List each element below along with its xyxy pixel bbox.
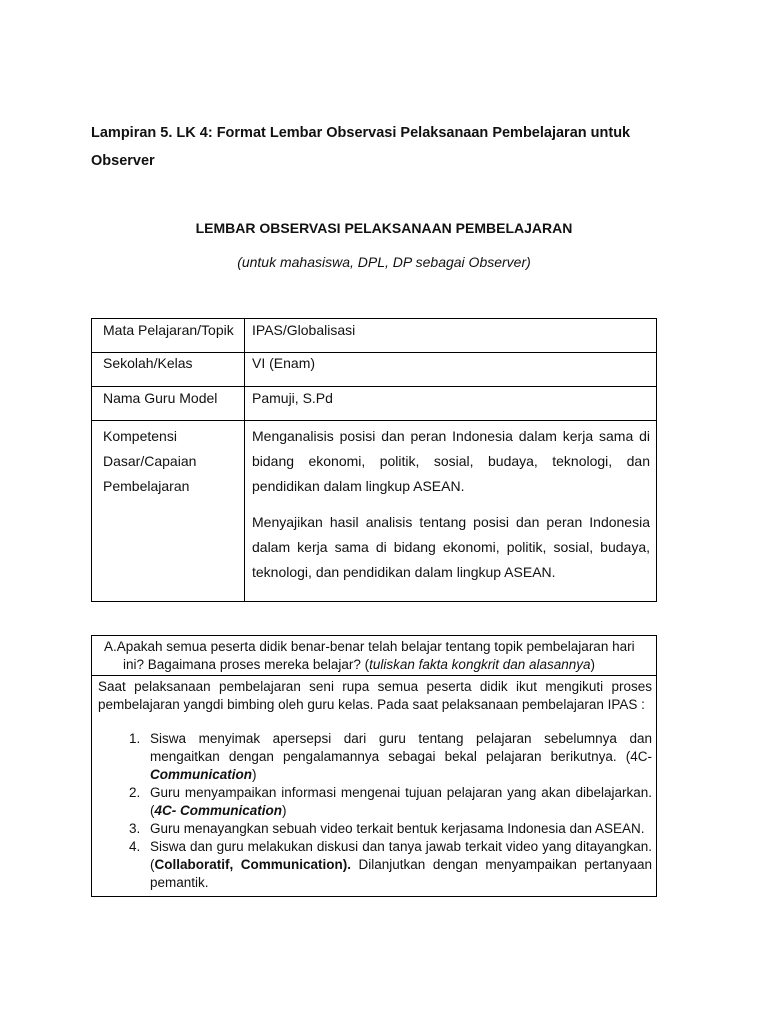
question-line-1: A.Apakah semua peserta didik benar-benar telah belajar tentang topik pembelajaran hari bbox=[104, 639, 635, 654]
heading-line-2: Observer bbox=[91, 153, 155, 169]
kompetensi-label bbox=[92, 421, 245, 602]
table-row-mapel bbox=[92, 319, 657, 353]
observation-answer bbox=[92, 676, 656, 892]
kompetensi-value bbox=[245, 421, 657, 602]
table-row-kompetensi bbox=[92, 421, 657, 602]
step-2-bold: 4C- Communication bbox=[154, 803, 283, 818]
step-1-bold: Communication bbox=[150, 767, 253, 782]
kompetensi-label-line-3: Pembelajaran bbox=[103, 478, 190, 494]
kompetensi-label-line-1: Kompetensi bbox=[103, 428, 177, 444]
document-heading bbox=[91, 119, 691, 175]
kompetensi-paragraph-2: Menyajikan hasil analisis tentang posisi dan peran Indonesia dalam kerja sama di bidang ekonomi, politik, sosial, budaya, teknologi, dan pendidikan dalam lingkup ASEAN. bbox=[252, 514, 650, 580]
step-item-1 bbox=[144, 730, 652, 784]
info-table bbox=[91, 318, 657, 602]
observation-box bbox=[91, 635, 657, 897]
question-line-2-prefix: ini? Bagaimana proses mereka belajar? ( bbox=[123, 657, 370, 672]
mapel-value: IPAS/Globalisasi bbox=[245, 319, 657, 353]
table-row-guru bbox=[92, 387, 657, 421]
document-subtitle: (untuk mahasiswa, DPL, DP sebagai Observer) bbox=[237, 254, 531, 270]
guru-label: Nama Guru Model bbox=[92, 387, 245, 421]
step-2-text: Guru menyampaikan informasi mengenai tujuan pelajaran yang akan dibelajarkan. ( bbox=[150, 785, 652, 818]
observation-intro: Saat pelaksanaan pembelajaran seni rupa semua peserta didik ikut mengikuti proses pembelajaran yangdi bimbing oleh guru kelas. Pada saat pelaksanaan pembelajaran IPAS : bbox=[98, 679, 652, 712]
sekolah-value: VI (Enam) bbox=[245, 353, 657, 387]
mapel-label: Mata Pelajaran/Topik bbox=[92, 319, 245, 353]
table-row-sekolah bbox=[92, 353, 657, 387]
question-line-2-italic: tuliskan fakta kongkrit dan alasannya bbox=[369, 657, 591, 672]
kompetensi-label-line-2: Dasar/Capaian bbox=[103, 453, 197, 469]
question-line-2 bbox=[100, 656, 648, 674]
observation-steps bbox=[98, 730, 652, 892]
step-item-3 bbox=[144, 820, 652, 838]
step-3-text: Guru menayangkan sebuah video terkait bentuk kerjasama Indonesia dan ASEAN. bbox=[150, 821, 645, 836]
heading-line-1: Lampiran 5. LK 4: Format Lembar Observasi Pelaksanaan Pembelajaran untuk bbox=[91, 125, 631, 141]
step-1-end: ) bbox=[252, 767, 257, 782]
step-4-text: Siswa dan guru melakukan diskusi dan tanya jawab terkait video yang ditayangkan. ( bbox=[150, 839, 652, 872]
step-2-end: ) bbox=[282, 803, 287, 818]
step-4-end: Dilanjutkan dengan menyampaikan pertanyaan pemantik. bbox=[150, 857, 652, 890]
guru-value: Pamuji, S.Pd bbox=[245, 387, 657, 421]
document-title: LEMBAR OBSERVASI PELAKSANAAN PEMBELAJARAN bbox=[195, 220, 573, 236]
kompetensi-paragraph-1: Menganalisis posisi dan peran Indonesia dalam kerja sama di bidang ekonomi, politik, sosial, budaya, teknologi, dan pendidikan dalam lingkup ASEAN. bbox=[252, 428, 650, 494]
observation-question bbox=[92, 636, 656, 676]
step-item-4 bbox=[144, 838, 652, 892]
question-line-2-suffix: ) bbox=[590, 657, 596, 672]
step-1-text: Siswa menyimak apersepsi dari guru tentang pelajaran sebelumnya dan mengaitkan dengan pengalamannya sebagai bekal pelajaran berikutnya. (4C- bbox=[150, 731, 652, 764]
step-item-2 bbox=[144, 784, 652, 820]
step-4-bold: Collaboratif, Communication). bbox=[154, 857, 352, 872]
sekolah-label: Sekolah/Kelas bbox=[92, 353, 245, 387]
